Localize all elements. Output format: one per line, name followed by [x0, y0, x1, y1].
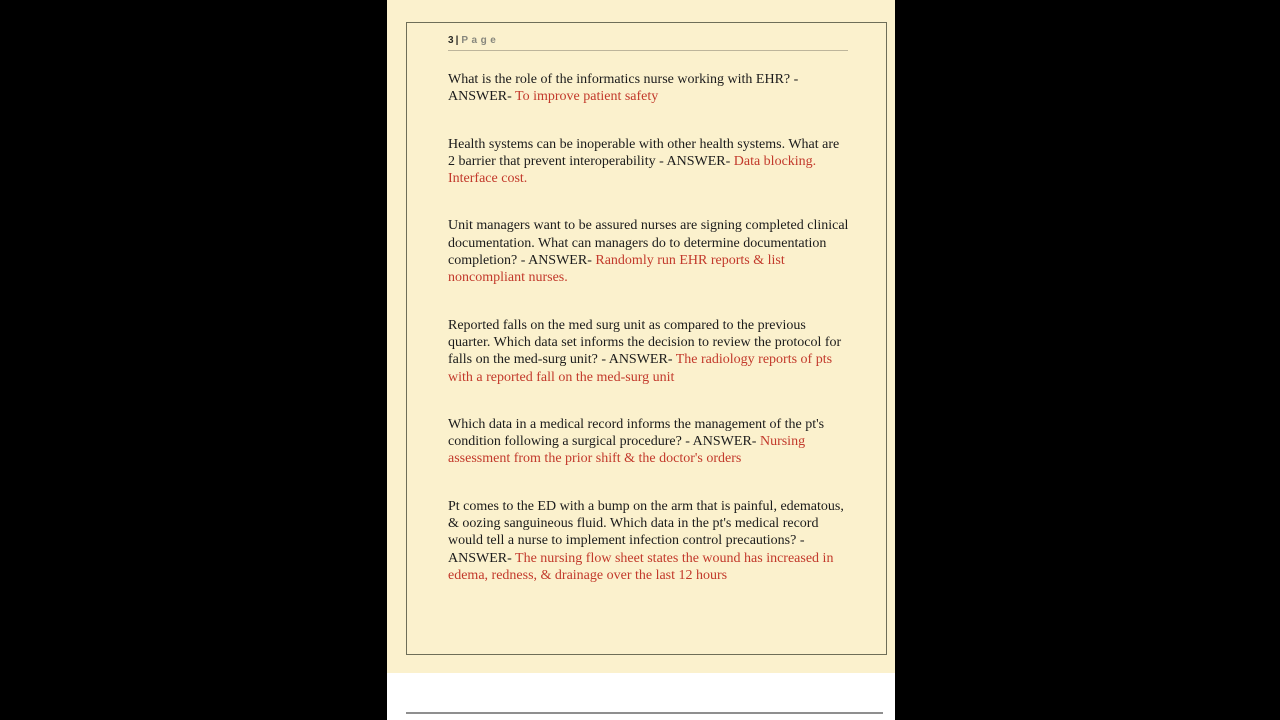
answer-text: Data blocking. Interface cost. — [448, 153, 817, 187]
page-header-separator: | — [455, 35, 459, 46]
page-gap — [387, 673, 895, 720]
document-viewer-column — [387, 0, 895, 720]
answer-text: The nursing flow sheet states the wound has increased in edema, redness, & drainage over the last 12 hours — [448, 550, 834, 583]
answer-text: Nursing assessment from the prior shift & the doctor's orders — [448, 434, 806, 467]
letterbox-left — [0, 0, 387, 720]
qa-paragraph — [448, 217, 849, 286]
document-page-background — [387, 0, 895, 673]
question-text: Pt comes to the ED with a bump on the arm that is painful, edematous, & oozing sanguineous fluid. Which data in the pt's medical record would tell a nurse to implement infection control precautions? - ANSWER- — [448, 498, 844, 566]
qa-list — [448, 71, 848, 584]
answer-text: To improve patient safety — [515, 89, 659, 105]
qa-paragraph — [448, 416, 849, 468]
qa-paragraph — [448, 71, 849, 106]
answer-text: Randomly run EHR reports & list noncompliant nurses. — [448, 253, 785, 286]
page-number: 3 — [448, 35, 454, 46]
question-text: What is the role of the informatics nurse working with EHR? - ANSWER- — [448, 72, 799, 105]
answer-text: The radiology reports of pts with a reported fall on the med-surg unit — [448, 352, 833, 385]
page-header — [448, 35, 848, 51]
qa-paragraph — [448, 498, 849, 584]
letterbox-right — [895, 0, 1280, 720]
document-page — [406, 22, 887, 655]
question-text: Which data in a medical record informs the management of the pt's condition following a surgical procedure? - ANSWER- — [448, 416, 825, 450]
page-header-label: Page — [461, 35, 500, 46]
qa-paragraph — [448, 317, 849, 386]
question-text: Reported falls on the med surg unit as compared to the previous quarter. Which data set informs the decision to review the protocol for falls on the med-surg unit? - ANSWER- — [448, 317, 842, 368]
next-page-top-border — [406, 712, 883, 714]
question-text: Health systems can be inoperable with other health systems. What are 2 barrier that prevent interoperability - ANSWER- — [448, 136, 840, 169]
question-text: Unit managers want to be assured nurses are signing completed clinical documentation. What can managers do to determine documentation completion? - ANSWER- — [448, 218, 849, 269]
qa-paragraph — [448, 136, 849, 188]
